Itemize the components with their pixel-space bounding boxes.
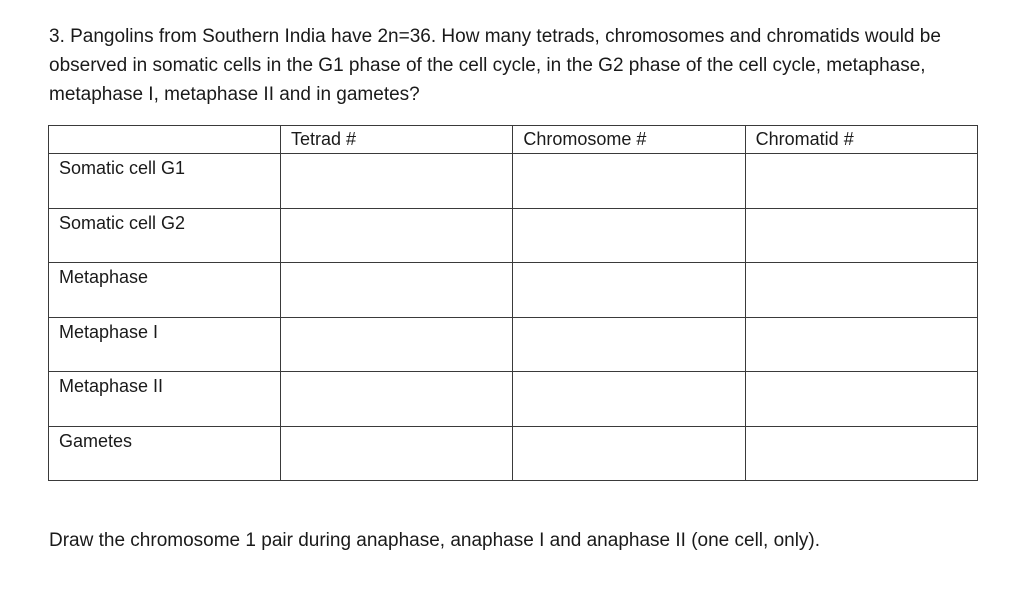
- cell-tetrad[interactable]: [281, 426, 513, 481]
- cell-chromosome[interactable]: [513, 208, 745, 263]
- row-label-metaphase: Metaphase: [49, 263, 281, 318]
- cell-tetrad[interactable]: [281, 154, 513, 209]
- row-label-metaphase-i: Metaphase I: [49, 317, 281, 372]
- row-label-gametes: Gametes: [49, 426, 281, 481]
- row-label-metaphase-ii: Metaphase II: [49, 372, 281, 427]
- cell-chromatid[interactable]: [745, 263, 977, 318]
- question-text: 3. Pangolins from Southern India have 2n=36. How many tetrads, chromosomes and chromatids would be observed in somatic cells in the G1 phase of the cell cycle, in the G2 phase of the cell cycle, metaphase, metaphase I, metaphase II and in gametes?: [49, 26, 941, 105]
- table-row: [49, 263, 978, 318]
- cell-tetrad[interactable]: [281, 372, 513, 427]
- cell-tetrad[interactable]: [281, 263, 513, 318]
- cell-chromosome[interactable]: [513, 426, 745, 481]
- cell-chromatid[interactable]: [745, 317, 977, 372]
- cell-tetrad[interactable]: [281, 208, 513, 263]
- table-row: [49, 154, 978, 209]
- table-header-row: [49, 126, 978, 154]
- instruction-text: Draw the chromosome 1 pair during anaphase, anaphase I and anaphase II (one cell, only).: [49, 530, 821, 551]
- header-tetrad: Tetrad #: [281, 126, 513, 154]
- header-chromatid: Chromatid #: [745, 126, 977, 154]
- header-chromosome: Chromosome #: [513, 126, 745, 154]
- table-row: [49, 208, 978, 263]
- cell-chromatid[interactable]: [745, 154, 977, 209]
- header-empty-cell: [49, 126, 281, 154]
- answer-table: [48, 125, 978, 481]
- cell-chromosome[interactable]: [513, 317, 745, 372]
- table-row: [49, 372, 978, 427]
- table-row: [49, 317, 978, 372]
- cell-tetrad[interactable]: [281, 317, 513, 372]
- cell-chromatid[interactable]: [745, 208, 977, 263]
- cell-chromatid[interactable]: [745, 372, 977, 427]
- cell-chromosome[interactable]: [513, 154, 745, 209]
- cell-chromatid[interactable]: [745, 426, 977, 481]
- row-label-somatic-g1: Somatic cell G1: [49, 154, 281, 209]
- cell-chromosome[interactable]: [513, 263, 745, 318]
- table-row: [49, 426, 978, 481]
- cell-chromosome[interactable]: [513, 372, 745, 427]
- row-label-somatic-g2: Somatic cell G2: [49, 208, 281, 263]
